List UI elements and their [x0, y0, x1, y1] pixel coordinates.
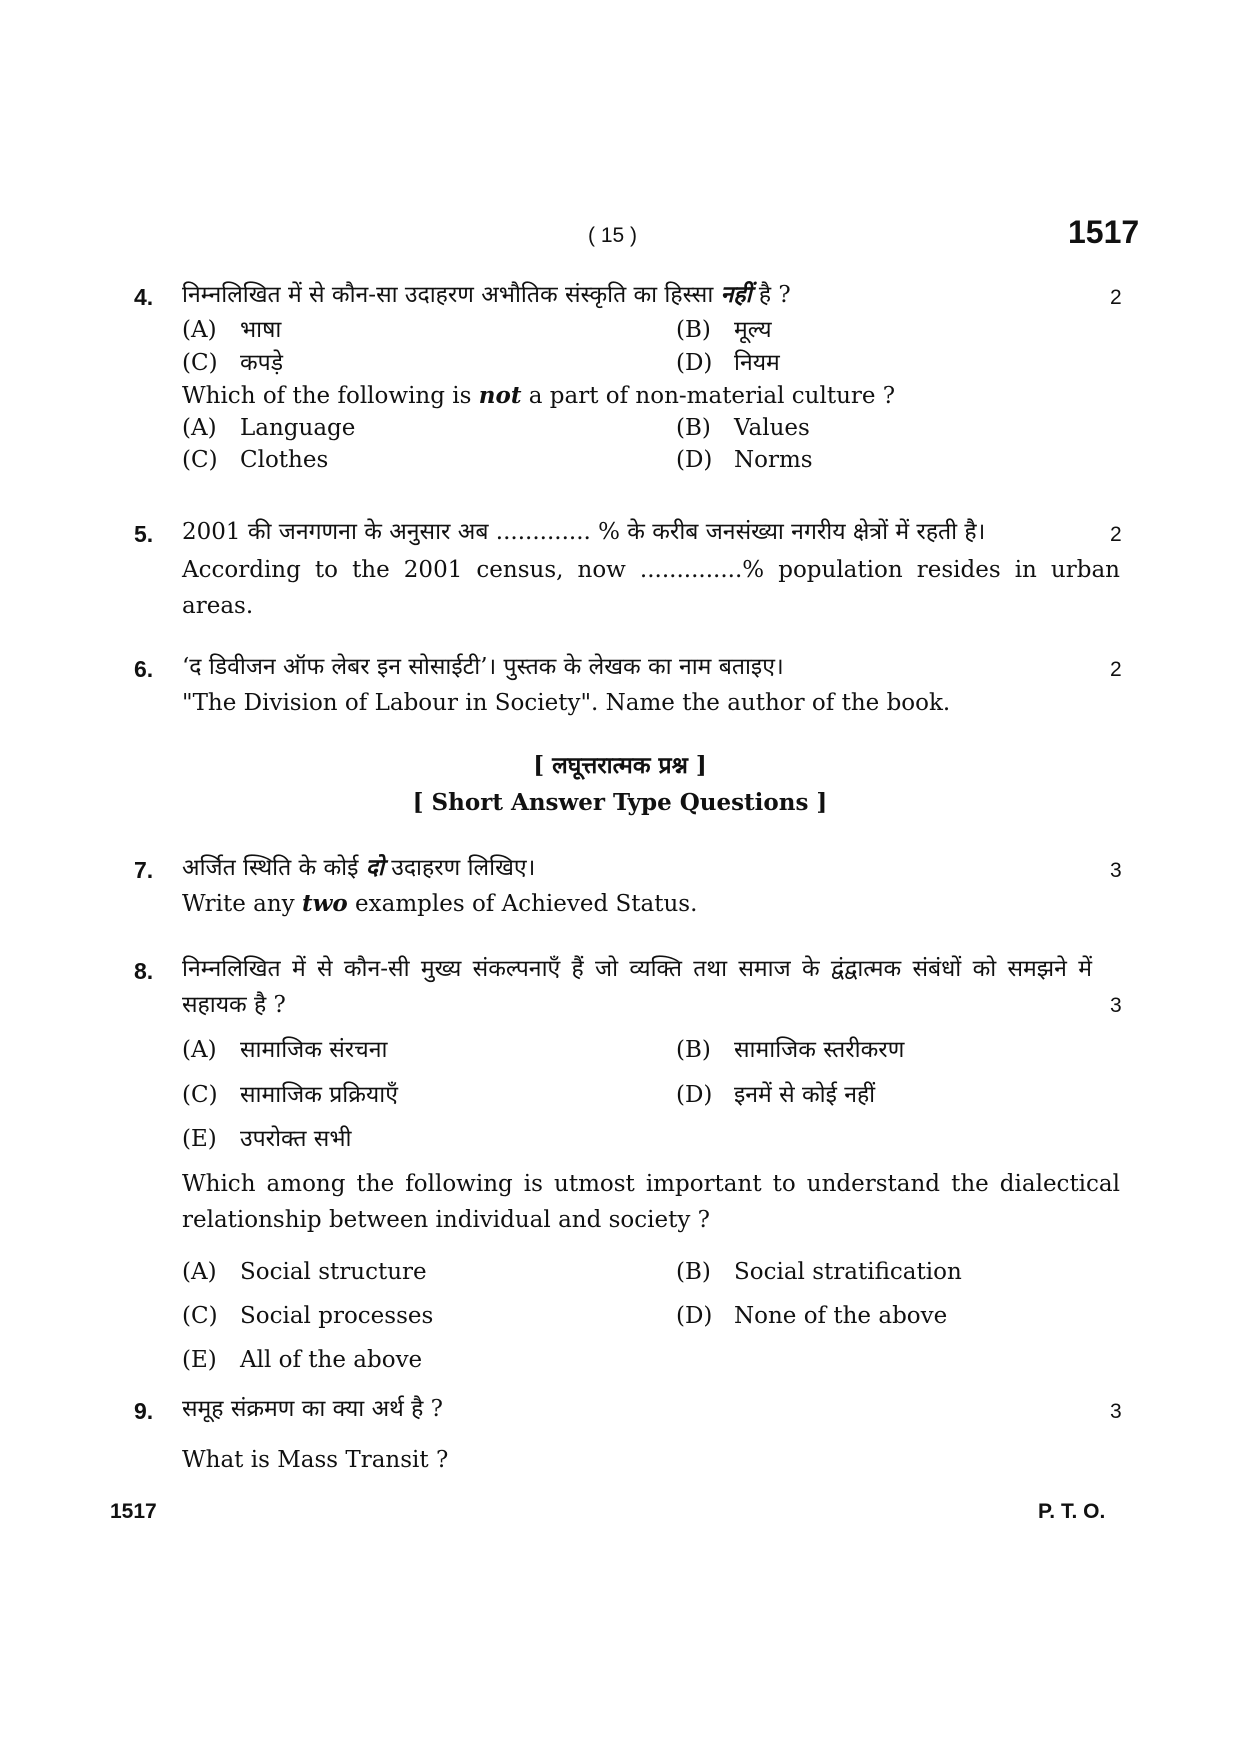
question-9-english: What is Mass Transit ?	[182, 1447, 449, 1473]
question-5-hindi: 2001 की जनगणना के अनुसार अब ............. % के करीब जनसंख्या नगरीय क्षेत्रों में रहती है।	[182, 519, 986, 545]
question-7-number: 7.	[134, 857, 154, 883]
emphasis-not-english: not	[478, 382, 522, 409]
question-8-number: 8.	[134, 958, 154, 984]
question-8-hindi-option-d: (D) इनमें से कोई नहीं	[676, 1082, 876, 1108]
question-4-hindi-option-c: (C) कपड़े	[182, 350, 284, 376]
question-4-english: Which of the following is not a part of non-material culture ?	[182, 382, 896, 409]
question-8-hindi: निम्नलिखित में से कौन-सी मुख्य संकल्पनाएँ हैं जो व्यक्ति तथा समाज के द्वंद्वात्मक संबंधों को समझने में सहायक है ?	[182, 956, 1092, 1018]
question-9-marks: 3	[1110, 1400, 1122, 1423]
question-4-number: 4.	[134, 284, 154, 310]
question-4-english-option-a: (A) Language	[182, 415, 356, 441]
question-6-english: "The Division of Labour in Society". Name the author of the book.	[182, 690, 951, 716]
question-8-hindi-option-e: (E) उपरोक्त सभी	[182, 1126, 352, 1152]
pto-label: P. T. O.	[1038, 1500, 1106, 1523]
question-9-number: 9.	[134, 1398, 154, 1424]
emphasis-two-hindi: दो	[365, 854, 384, 881]
question-4-english-option-d: (D) Norms	[676, 447, 813, 473]
question-6-number: 6.	[134, 656, 154, 682]
paper-code-footer: 1517	[110, 1500, 157, 1523]
question-8-marks: 3	[1110, 994, 1122, 1017]
emphasis-not-hindi: नहीं	[720, 281, 752, 308]
question-7-english: Write any two examples of Achieved Status.	[182, 890, 698, 917]
question-4-hindi-option-d: (D) नियम	[676, 350, 780, 376]
section-heading-hindi: [ लघूत्तरात्मक प्रश्न ]	[533, 752, 707, 779]
section-heading-english: [ Short Answer Type Questions ]	[412, 789, 828, 816]
question-8-english-option-a: (A) Social structure	[182, 1259, 427, 1285]
question-4-hindi-option-b: (B) मूल्य	[676, 317, 772, 343]
question-8-hindi-option-a: (A) सामाजिक संरचना	[182, 1037, 388, 1063]
question-8-english-option-c: (C) Social processes	[182, 1303, 434, 1329]
question-5-english: According to the 2001 census, now ..............% population resides in urban areas.	[182, 557, 1120, 619]
question-4-english-option-b: (B) Values	[676, 415, 810, 441]
question-9-hindi: समूह संक्रमण का क्या अर्थ है ?	[182, 1396, 444, 1422]
question-8-english-option-b: (B) Social stratification	[676, 1259, 962, 1285]
question-7-marks: 3	[1110, 859, 1122, 882]
question-8-hindi-option-b: (B) सामाजिक स्तरीकरण	[676, 1037, 905, 1063]
question-8-english: Which among the following is utmost important to understand the dialectical relationship between individual and society ?	[182, 1171, 1120, 1233]
paper-code-header: 1517	[1068, 214, 1140, 250]
page-number: ( 15 )	[588, 224, 638, 247]
question-7-hindi: अर्जित स्थिति के कोई दो उदाहरण लिखिए।	[182, 854, 536, 881]
question-6-marks: 2	[1110, 658, 1122, 681]
question-4-hindi: निम्नलिखित में से कौन-सा उदाहरण अभौतिक संस्कृति का हिस्सा नहीं है ?	[182, 281, 791, 308]
question-5-marks: 2	[1110, 523, 1122, 546]
question-5-number: 5.	[134, 521, 154, 547]
emphasis-two-english: two	[301, 890, 348, 917]
question-4-hindi-option-a: (A) भाषा	[182, 317, 282, 343]
question-4-marks: 2	[1110, 286, 1122, 309]
question-8-english-option-e: (E) All of the above	[182, 1347, 423, 1373]
question-4-english-option-c: (C) Clothes	[182, 447, 329, 473]
question-8-english-option-d: (D) None of the above	[676, 1303, 948, 1329]
question-6-hindi: ‘द डिवीजन ऑफ लेबर इन सोसाईटी’। पुस्तक के लेखक का नाम बताइए।	[182, 654, 784, 680]
question-8-hindi-option-c: (C) सामाजिक प्रक्रियाएँ	[182, 1082, 398, 1108]
